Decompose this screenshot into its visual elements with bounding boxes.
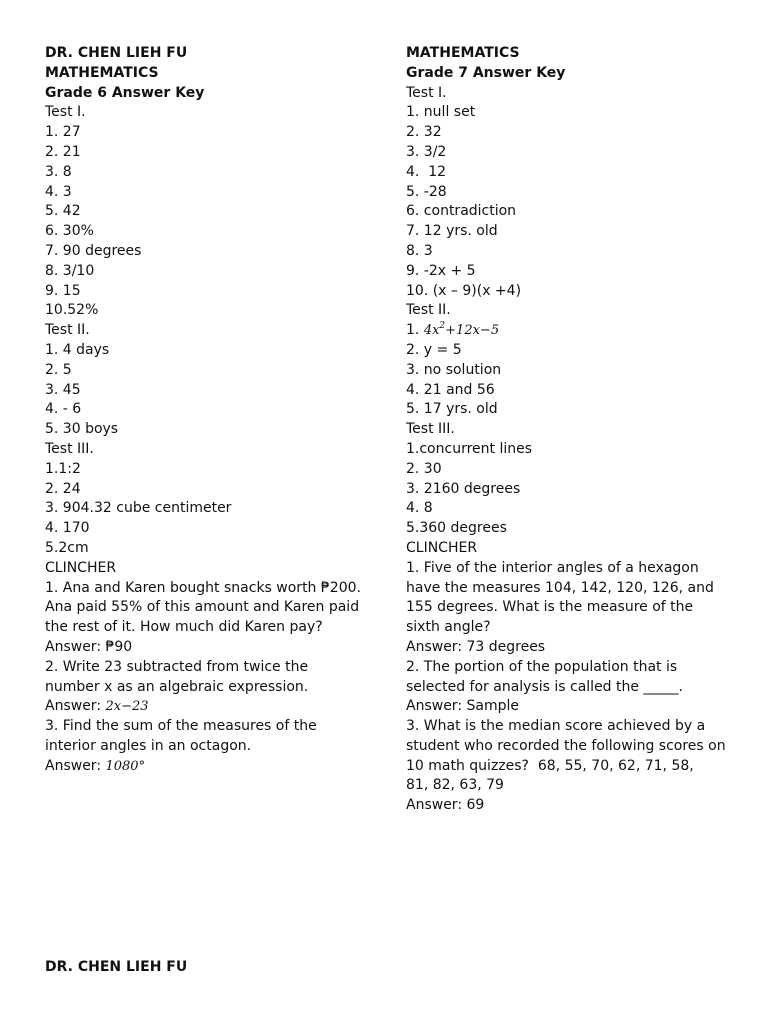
text-line: 4. 3 — [45, 183, 72, 200]
text-line: 81, 82, 63, 79 — [406, 777, 504, 794]
text-line: 3. 45 — [45, 381, 81, 398]
text-line: have the measures 104, 142, 120, 126, and — [406, 579, 714, 596]
text-line: 5.2cm — [45, 539, 89, 556]
text-line: 2. 30 — [406, 460, 442, 477]
text-line: 4. - 6 — [45, 401, 82, 418]
clincher-answer-3 — [45, 757, 375, 777]
subject-title: MATHEMATICS — [406, 45, 520, 61]
text-line: 3. 8 — [45, 163, 72, 180]
text-line: 10 math quizzes? 68, 55, 70, 62, 71, 58, — [406, 757, 694, 774]
clincher-answer-2 — [45, 697, 375, 717]
text-line: 3. What is the median score achieved by a — [406, 718, 706, 735]
text-line: 155 degrees. What is the measure of the — [406, 599, 694, 616]
author-name: DR. CHEN LIEH FU — [45, 45, 188, 61]
text-line: Test II. — [45, 322, 90, 339]
text-line: 2. 32 — [406, 124, 442, 141]
text-line: 4. 12 — [406, 163, 447, 180]
text-line: 2. 5 — [45, 361, 72, 378]
text-line: 7. 12 yrs. old — [406, 223, 498, 240]
answer-label: Answer: — [45, 757, 106, 774]
text-line: 9. -2x + 5 — [406, 262, 476, 279]
text-line: 3. Find the sum of the measures of the — [45, 718, 317, 735]
text-line: 5. 42 — [45, 203, 81, 220]
grade7-answers — [406, 84, 736, 322]
text-line: Test I. — [45, 104, 86, 121]
text-line: 10. (x – 9)(x +4) — [406, 282, 522, 299]
angle-sum: 1080° — [105, 758, 146, 774]
text-line: 1. Five of the interior angles of a hexagon — [406, 559, 699, 576]
text-line: 9. 15 — [45, 282, 81, 299]
text-line: 2. Write 23 subtracted from twice the — [45, 658, 309, 675]
text-line: 5. 30 boys — [45, 421, 119, 438]
answer-label: Answer: — [45, 698, 106, 715]
grade6-answer-key-column — [45, 44, 375, 776]
text-line: Answer: 69 — [406, 797, 485, 814]
text-line: Test II. — [406, 302, 451, 319]
grade7-answer-key-column — [406, 44, 736, 816]
text-line: 1. Ana and Karen bought snacks worth ₱200. — [45, 579, 361, 596]
text-line: CLINCHER — [406, 539, 478, 556]
text-line: 5.360 degrees — [406, 520, 507, 537]
grade6-clincher-3 — [45, 717, 375, 757]
text-line: Answer: 73 degrees — [406, 638, 546, 655]
text-line: Answer: ₱90 — [45, 638, 133, 655]
text-line: Test I. — [406, 84, 447, 101]
text-line: 8. 3/10 — [45, 262, 95, 279]
text-line: 2. 24 — [45, 480, 81, 497]
test2-answer-1 — [406, 321, 736, 341]
grade6-heading: Grade 6 Answer Key — [45, 84, 205, 101]
text-line: CLINCHER — [45, 559, 117, 576]
text-line: 1.1:2 — [45, 460, 81, 477]
text-line: 4. 21 and 56 — [406, 381, 495, 398]
grade7-answers-continued — [406, 341, 736, 816]
text-line: 6. 30% — [45, 223, 94, 240]
polynomial-expression: $4x^2+12x-5$ — [423, 321, 500, 339]
text-line: interior angles in an octagon. — [45, 737, 252, 754]
item-number: 1. — [406, 322, 424, 339]
text-line: 3. no solution — [406, 361, 502, 378]
grade7-heading: Grade 7 Answer Key — [406, 64, 566, 81]
text-line: 3. 2160 degrees — [406, 480, 521, 497]
text-line: Test III. — [406, 421, 455, 438]
text-line: 5. -28 — [406, 183, 447, 200]
text-line: Ana paid 55% of this amount and Karen paid — [45, 599, 360, 616]
text-line: 1. 4 days — [45, 341, 110, 358]
algebraic-expression: 2x−23 — [105, 699, 149, 715]
text-line: 8. 3 — [406, 242, 433, 259]
text-line: 4. 8 — [406, 500, 433, 517]
text-line: 3. 904.32 cube centimeter — [45, 500, 232, 517]
text-line: 1.concurrent lines — [406, 440, 533, 457]
text-line: 2. The portion of the population that is — [406, 658, 678, 675]
text-line: 2. 21 — [45, 143, 81, 160]
text-line: Answer: Sample — [406, 698, 519, 715]
text-line: sixth angle? — [406, 619, 491, 636]
text-line: selected for analysis is called the _____. — [406, 678, 683, 695]
footer-author-name: DR. CHEN LIEH FU — [45, 959, 188, 975]
text-line: 5. 17 yrs. old — [406, 401, 498, 418]
text-line: number x as an algebraic expression. — [45, 678, 309, 695]
text-line: 10.52% — [45, 302, 99, 319]
text-line: 4. 170 — [45, 520, 90, 537]
text-line: the rest of it. How much did Karen pay? — [45, 619, 323, 636]
grade6-answers — [45, 103, 375, 697]
subject-title: MATHEMATICS — [45, 64, 159, 81]
text-line: 3. 3/2 — [406, 143, 447, 160]
text-line: 2. y = 5 — [406, 341, 462, 358]
text-line: student who recorded the following scores on — [406, 737, 726, 754]
text-line: Test III. — [45, 440, 94, 457]
text-line: 7. 90 degrees — [45, 242, 142, 259]
text-line: 1. 27 — [45, 124, 81, 141]
text-line: 1. null set — [406, 104, 476, 121]
text-line: 6. contradiction — [406, 203, 517, 220]
